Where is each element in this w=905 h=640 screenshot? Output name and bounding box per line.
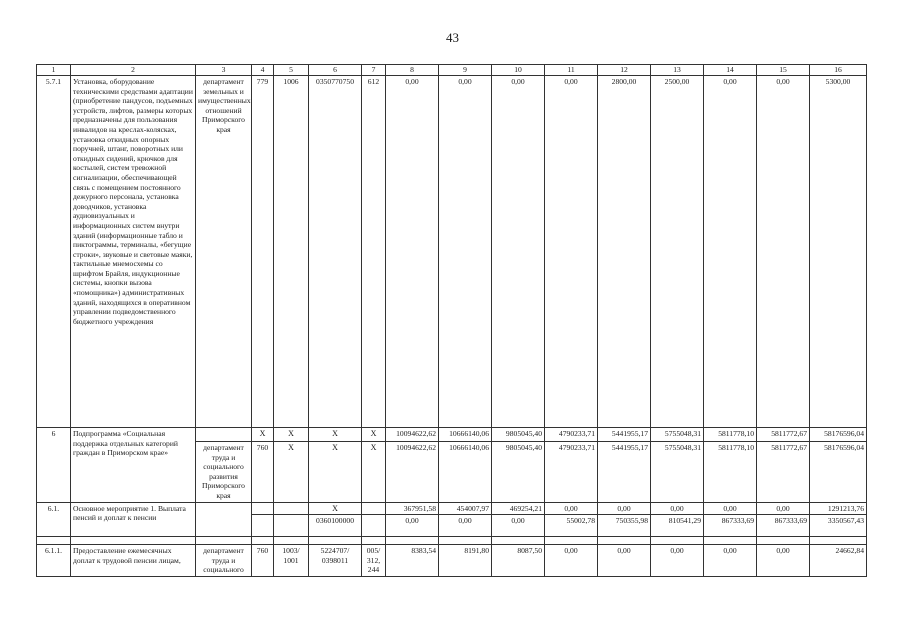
value-cell: 0,00	[439, 515, 492, 537]
table-row	[37, 502, 867, 515]
header-cell: 10	[492, 65, 545, 76]
code-cell	[274, 515, 309, 537]
value-cell: 469254,21	[492, 502, 545, 515]
value-cell: 10094622,62	[386, 442, 439, 503]
row-name: Установка, оборудование техническими средствами адаптации (приобретение пандусов, подъемных устройств, лифтов, размеры которых предназначены для пользования инвалидов на креслах-колясках, установка откидных опорных поручней, штанг, поворотных или откидных сидений, крючков для костылей, систем тревожной сигнализации, обеспечивающей связь с помещением постоянного дежурного персонала, установка доводчиков, установка аудиовизуальных и информационных систем внутри зданий (информационные табло и пиктограммы, терминалы, «бегущие строки», звуковые и световые маяки, тактильные мнемосхемы со шрифтом Брайля, индукционные системы, кнопки вызова «помощника») административных зданий, находящихся в оперативном управлении подведомственного бюджетного учреждения	[71, 76, 196, 428]
header-row	[37, 65, 867, 76]
value-cell: 367951,58	[386, 502, 439, 515]
table-row	[37, 76, 867, 428]
value-cell: 9805045,40	[492, 442, 545, 503]
value-cell: 10666140,06	[439, 428, 492, 442]
header-cell: 3	[196, 65, 252, 76]
value-cell: 8383,54	[386, 545, 439, 577]
value-cell: 0,00	[757, 545, 810, 577]
header-cell: 4	[252, 65, 274, 76]
table-row	[37, 545, 867, 577]
code-cell: X	[309, 428, 362, 442]
code-cell: 0350770750	[309, 76, 362, 428]
code-cell: X	[309, 442, 362, 503]
header-cell: 12	[598, 65, 651, 76]
value-cell: 750355,98	[598, 515, 651, 537]
code-cell: 5224707/ 0398011	[309, 545, 362, 577]
value-cell: 5811778,10	[704, 442, 757, 503]
value-cell: 0,00	[704, 76, 757, 428]
header-cell: 6	[309, 65, 362, 76]
value-cell: 5811778,10	[704, 428, 757, 442]
header-cell: 1	[37, 65, 71, 76]
value-cell: 10094622,62	[386, 428, 439, 442]
value-cell: 5755048,31	[651, 442, 704, 503]
code-cell: X	[274, 428, 309, 442]
code-cell: 005/ 312, 244	[362, 545, 386, 577]
department-cell: департамент труда и социального развития Приморского края	[196, 442, 252, 503]
code-cell: 612	[362, 76, 386, 428]
department-cell	[196, 428, 252, 442]
header-cell: 15	[757, 65, 810, 76]
value-cell: 0,00	[598, 545, 651, 577]
value-cell: 0,00	[492, 76, 545, 428]
row-number: 6.1.1.	[37, 545, 71, 577]
value-cell: 0,00	[545, 502, 598, 515]
code-cell: 779	[252, 76, 274, 428]
value-cell: 454007,97	[439, 502, 492, 515]
value-cell: 5755048,31	[651, 428, 704, 442]
table-row	[37, 428, 867, 442]
code-cell: X	[274, 442, 309, 503]
value-cell: 0,00	[386, 515, 439, 537]
row-name: Основное мероприятие 1. Выплата пенсий и доплат к пенсии	[71, 502, 196, 537]
code-cell: 760	[252, 545, 274, 577]
page-number: 43	[446, 30, 459, 45]
value-cell: 0,00	[757, 502, 810, 515]
value-cell: 0,00	[545, 545, 598, 577]
value-cell: 4790233,71	[545, 428, 598, 442]
value-cell: 810541,29	[651, 515, 704, 537]
value-cell: 0,00	[757, 76, 810, 428]
code-cell	[362, 502, 386, 515]
code-cell: 0360100000	[309, 515, 362, 537]
value-cell: 867333,69	[757, 515, 810, 537]
value-cell: 10666140,06	[439, 442, 492, 503]
value-cell: 0,00	[704, 545, 757, 577]
value-cell: 0,00	[651, 545, 704, 577]
code-cell	[252, 515, 274, 537]
value-cell: 8191,80	[439, 545, 492, 577]
code-cell	[362, 515, 386, 537]
code-cell: 1003/ 1001	[274, 545, 309, 577]
department-cell: департамент труда и социального	[196, 545, 252, 577]
code-cell: X	[362, 428, 386, 442]
value-cell: 2800,00	[598, 76, 651, 428]
code-cell	[274, 502, 309, 515]
value-cell: 0,00	[598, 502, 651, 515]
value-cell: 58176596,04	[810, 428, 867, 442]
code-cell	[252, 502, 274, 515]
budget-table	[36, 64, 867, 577]
value-cell: 3350567,43	[810, 515, 867, 537]
value-cell: 5300,00	[810, 76, 867, 428]
value-cell: 5811772,67	[757, 442, 810, 503]
header-cell: 9	[439, 65, 492, 76]
department-cell: департамент земельных и имущественных отношений Приморского края	[196, 76, 252, 428]
row-number: 5.7.1	[37, 76, 71, 428]
row-name: Предоставление ежемесячных доплат к трудовой пенсии лицам,	[71, 545, 196, 577]
header-cell: 16	[810, 65, 867, 76]
code-cell: 760	[252, 442, 274, 503]
value-cell: 5441955,17	[598, 428, 651, 442]
row-name: Подпрограмма «Социальная поддержка отдельных категорий граждан в Приморском крае»	[71, 428, 196, 503]
code-cell: X	[252, 428, 274, 442]
code-cell: X	[362, 442, 386, 503]
value-cell: 58176596,04	[810, 442, 867, 503]
value-cell: 0,00	[492, 515, 545, 537]
header-cell: 5	[274, 65, 309, 76]
value-cell: 0,00	[386, 76, 439, 428]
value-cell: 8087,50	[492, 545, 545, 577]
table-row	[37, 537, 867, 545]
row-number: 6	[37, 428, 71, 503]
value-cell: 5441955,17	[598, 442, 651, 503]
header-cell: 14	[704, 65, 757, 76]
header-cell: 11	[545, 65, 598, 76]
header-cell: 8	[386, 65, 439, 76]
header-cell: 7	[362, 65, 386, 76]
code-cell: 1006	[274, 76, 309, 428]
value-cell: 2500,00	[651, 76, 704, 428]
header-cell: 13	[651, 65, 704, 76]
value-cell: 867333,69	[704, 515, 757, 537]
value-cell: 24662,84	[810, 545, 867, 577]
value-cell: 0,00	[545, 76, 598, 428]
value-cell: 9805045,40	[492, 428, 545, 442]
value-cell: 55002,78	[545, 515, 598, 537]
value-cell: 0,00	[651, 502, 704, 515]
header-cell: 2	[71, 65, 196, 76]
value-cell: 4790233,71	[545, 442, 598, 503]
value-cell: 5811772,67	[757, 428, 810, 442]
department-cell	[196, 502, 252, 537]
code-cell: X	[309, 502, 362, 515]
value-cell: 0,00	[704, 502, 757, 515]
value-cell: 1291213,76	[810, 502, 867, 515]
row-number: 6.1.	[37, 502, 71, 537]
value-cell: 0,00	[439, 76, 492, 428]
